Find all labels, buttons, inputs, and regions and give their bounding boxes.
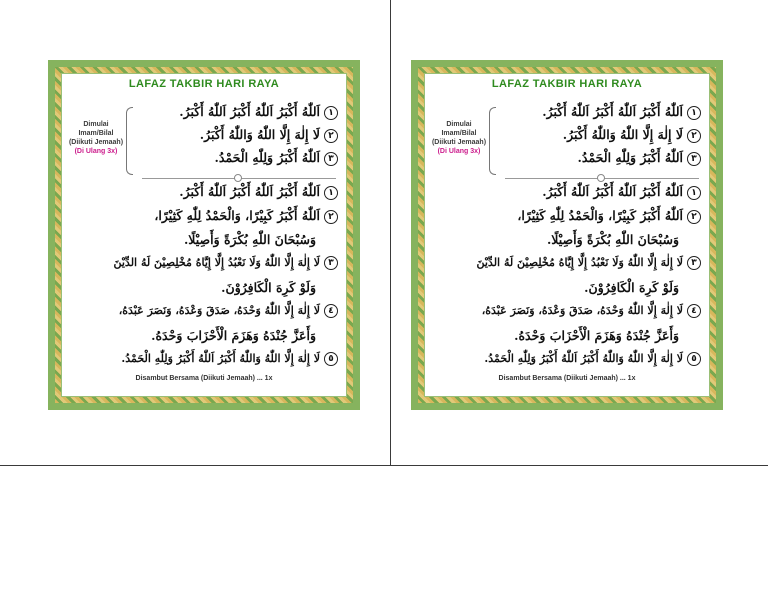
main-line-7 (514, 328, 679, 343)
side-note-line2: Imam/Bilal (78, 130, 114, 137)
number-circle: ٢ (687, 210, 701, 224)
takbir-card-left (48, 60, 360, 410)
number-circle: ٢ (687, 129, 701, 143)
number-circle: ٢ (324, 129, 338, 143)
arabic-text: اَللّٰهُ أَكْبَرُ اَللّٰهُ أَكْبَرُ اَللّٰهُ أَكْبَرُ. (179, 104, 320, 119)
top-line-1 (179, 104, 338, 120)
number-circle: ٣ (687, 256, 701, 270)
main-line-8 (484, 352, 701, 366)
main-line-6 (482, 304, 701, 318)
arabic-text: لَا إِلٰهَ إِلَّا اللّٰهُ وَحْدَهُ، صَدَقَ وَعْدَهُ، وَنَصَرَ عَبْدَهُ، (118, 304, 320, 317)
side-note-line2: Imam/Bilal (441, 130, 477, 137)
arabic-text: وَأَعَزَّ جُنْدَهُ وَهَزَمَ الْأَحْزَابَ وَحْدَهُ. (151, 328, 316, 343)
arabic-text: اَللّٰهُ أَكْبَرُ اَللّٰهُ أَكْبَرُ اَللّٰهُ أَكْبَرُ. (179, 184, 320, 199)
main-line-1 (179, 184, 338, 200)
number-circle: ١ (687, 106, 701, 120)
top-line-3 (215, 150, 338, 166)
number-circle: ٤ (687, 304, 701, 318)
side-note-line4: (Di Ulang 3x) (437, 148, 481, 155)
top-line-1 (542, 104, 701, 120)
arabic-text: اَللّٰهُ أَكْبَرُ كَبِيْرًا، وَالْحَمْدُ لِلّٰهِ كَثِيْرًا، (154, 208, 320, 223)
number-circle: ١ (687, 186, 701, 200)
card-footer: Disambut Bersama (Diikuti Jemaah) ... 1x (135, 375, 273, 382)
card-inner (61, 73, 347, 397)
side-note-line3: (Diikuti Jemaah) (431, 139, 487, 146)
arabic-text: لَا إِلٰهَ إِلَّا اللّٰهُ وَاللّٰهُ أَكْبَرُ اَللّٰهُ أَكْبَرُ وَلِلّٰهِ الْحَمْدُ. (121, 352, 320, 365)
arabic-text: وَسُبْحَانَ اللّٰهِ بُكْرَةً وَأَصِيْلًا. (546, 232, 679, 247)
arabic-text: اَللّٰهُ أَكْبَرُ كَبِيْرًا، وَالْحَمْدُ لِلّٰهِ كَثِيْرًا، (517, 208, 683, 223)
arabic-text: لَا إِلٰهَ إِلَّا اللّٰهُ وَلَا نَعْبُدُ إِلَّا إِيَّاهُ مُخْلِصِيْنَ لَهُ الدِّيْنَ (476, 256, 683, 269)
arabic-text: لَا إِلٰهَ إِلَّا اللّٰهُ وَاللّٰهُ أَكْبَرُ. (199, 127, 320, 142)
side-note-line1: Dimulai (83, 121, 109, 128)
arabic-text: وَسُبْحَانَ اللّٰهِ بُكْرَةً وَأَصِيْلًا. (183, 232, 316, 247)
page-divider-vertical (390, 0, 391, 466)
number-circle: ٣ (687, 152, 701, 166)
main-line-2 (517, 208, 701, 224)
arabic-text: وَلَوْ كَرِهَ الْكَافِرُوْنَ. (221, 280, 316, 295)
arabic-text: وَلَوْ كَرِهَ الْكَافِرُوْنَ. (584, 280, 679, 295)
side-note (66, 120, 126, 156)
main-line-6 (119, 304, 338, 318)
side-note-line3: (Diikuti Jemaah) (68, 139, 124, 146)
card-title: LAFAZ TAKBIR HARI RAYA (491, 78, 643, 90)
top-line-2 (200, 127, 338, 143)
separator-ornament (597, 174, 605, 182)
side-note-line4: (Di Ulang 3x) (74, 148, 118, 155)
arabic-text: اَللّٰهُ أَكْبَرُ اَللّٰهُ أَكْبَرُ اَللّٰهُ أَكْبَرُ. (542, 104, 683, 119)
number-circle: ٤ (324, 304, 338, 318)
arabic-text: اَللّٰهُ أَكْبَرُ وَلِلّٰهِ الْحَمْدُ. (214, 150, 320, 165)
main-line-7 (151, 328, 316, 343)
number-circle: ١ (324, 186, 338, 200)
top-line-3 (578, 150, 701, 166)
side-note-line1: Dimulai (446, 121, 472, 128)
main-line-5 (584, 280, 679, 295)
arabic-text: وَأَعَزَّ جُنْدَهُ وَهَزَمَ الْأَحْزَابَ وَحْدَهُ. (514, 328, 679, 343)
side-note (429, 120, 489, 156)
arabic-text: اَللّٰهُ أَكْبَرُ اَللّٰهُ أَكْبَرُ اَللّٰهُ أَكْبَرُ. (542, 184, 683, 199)
arabic-text: لَا إِلٰهَ إِلَّا اللّٰهُ وَاللّٰهُ أَكْبَرُ. (562, 127, 683, 142)
main-line-3 (184, 232, 316, 247)
arabic-text: لَا إِلٰهَ إِلَّا اللّٰهُ وَاللّٰهُ أَكْبَرُ اَللّٰهُ أَكْبَرُ وَلِلّٰهِ الْحَمْدُ. (484, 352, 683, 365)
brace-bracket (126, 107, 133, 175)
page-divider-horizontal (0, 465, 768, 466)
arabic-text: لَا إِلٰهَ إِلَّا اللّٰهُ وَحْدَهُ، صَدَقَ وَعْدَهُ، وَنَصَرَ عَبْدَهُ، (481, 304, 683, 317)
number-circle: ٢ (324, 210, 338, 224)
main-line-2 (154, 208, 338, 224)
main-line-5 (221, 280, 316, 295)
number-circle: ٣ (324, 152, 338, 166)
main-line-4 (114, 256, 339, 270)
number-circle: ٣ (324, 256, 338, 270)
brace-bracket (489, 107, 496, 175)
main-line-1 (542, 184, 701, 200)
number-circle: ٥ (687, 352, 701, 366)
main-line-3 (547, 232, 679, 247)
card-title: LAFAZ TAKBIR HARI RAYA (128, 78, 280, 90)
arabic-text: اَللّٰهُ أَكْبَرُ وَلِلّٰهِ الْحَمْدُ. (577, 150, 683, 165)
card-inner (424, 73, 710, 397)
main-line-4 (477, 256, 702, 270)
top-line-2 (563, 127, 701, 143)
takbir-card-right (411, 60, 723, 410)
number-circle: ٥ (324, 352, 338, 366)
number-circle: ١ (324, 106, 338, 120)
arabic-text: لَا إِلٰهَ إِلَّا اللّٰهُ وَلَا نَعْبُدُ إِلَّا إِيَّاهُ مُخْلِصِيْنَ لَهُ الدِّيْنَ (113, 256, 320, 269)
main-line-8 (121, 352, 338, 366)
card-footer: Disambut Bersama (Diikuti Jemaah) ... 1x (498, 375, 636, 382)
separator-ornament (234, 174, 242, 182)
